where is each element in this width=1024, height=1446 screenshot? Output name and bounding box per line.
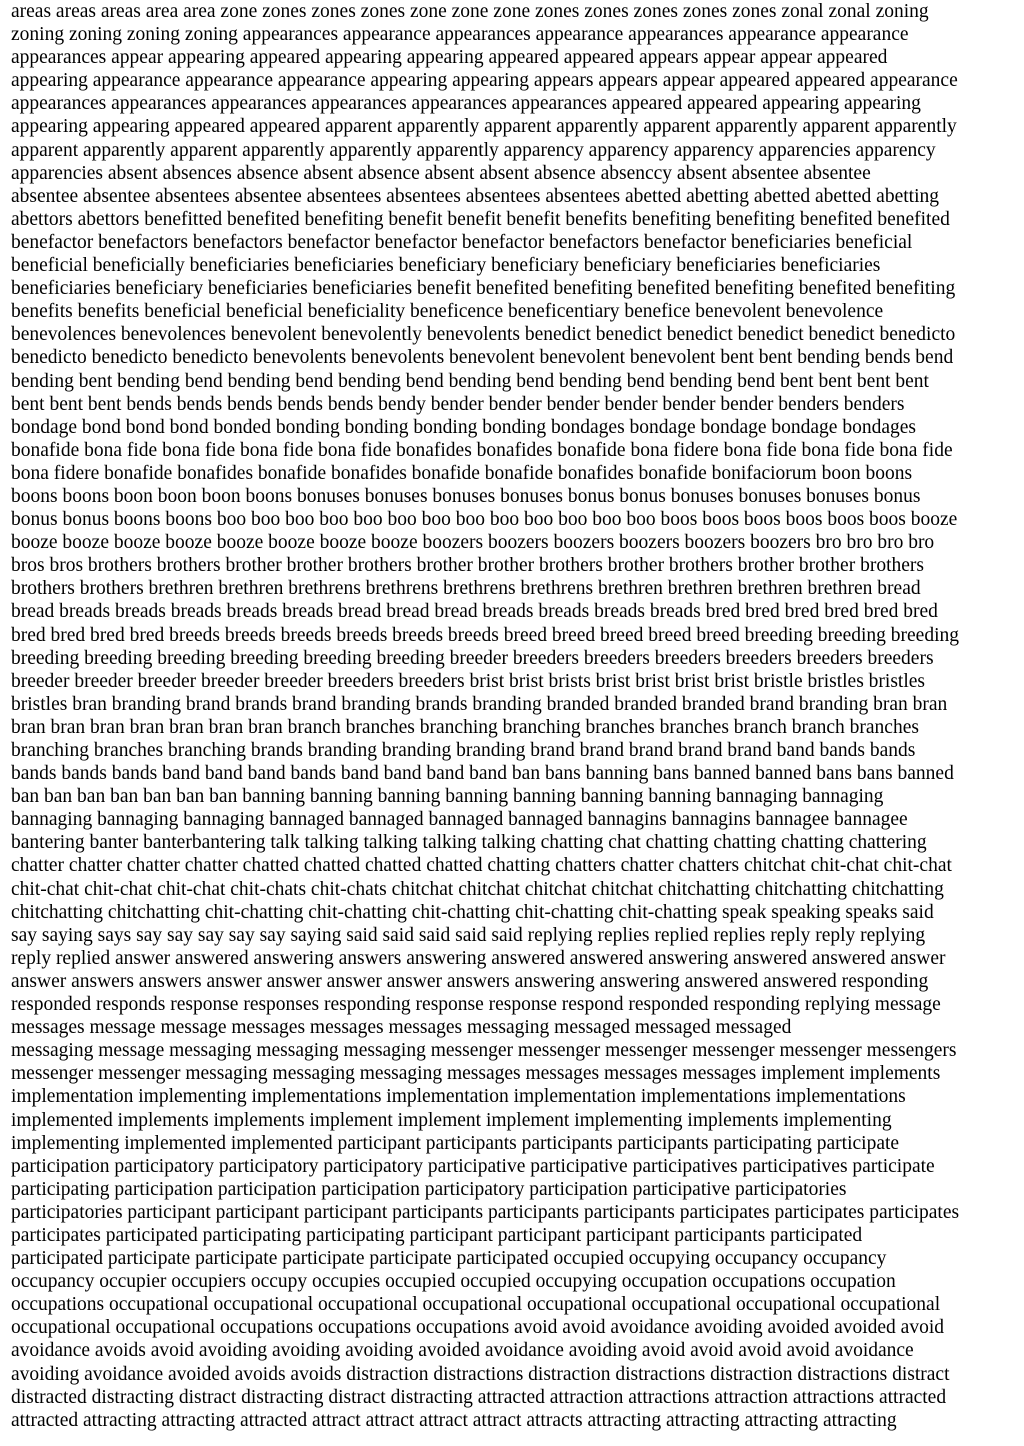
text-line: implementing implemented implemented participant participants participants participants participating participate <box>11 1132 900 1154</box>
text-line: say saying says say say say say say saying said said said said said replying replies replied replies reply reply replying <box>11 924 926 946</box>
text-line: breeding breeding breeding breeding breeding breeding breeder breeders breeders breeders breeders breeders breeders <box>11 647 934 669</box>
text-line: areas areas areas area area zone zones zones zones zone zone zone zones zones zones zones zones zonal zonal zoning <box>11 1 929 22</box>
text-line: benefits benefits beneficial beneficial beneficiality beneficence beneficentiary benefice benevolent benevolence <box>11 301 884 323</box>
text-line: bonafide bona fide bona fide bona fide bona fide bonafides bonafides bonafide bona fidere bona fide bona fide bona fide <box>11 439 953 461</box>
text-line: messaging message messaging messaging messaging messenger messenger messenger messenger messenger messengers <box>11 1040 957 1062</box>
text-line: appearances appearances appearances appearances appearances appearances appeared appeared appearing appearing <box>11 93 921 115</box>
text-line: beneficiaries beneficiary beneficiaries beneficiaries benefit benefited benefiting benefited benefiting benefited benefiting <box>11 278 956 300</box>
text-line: messenger messenger messaging messaging messaging messages messages messages messages implement implements <box>11 1063 941 1085</box>
text-line: chitchatting chitchatting chit-chatting chit-chatting chit-chatting chit-chatting chit-chatting speak speaking speaks said <box>11 901 934 923</box>
text-line: bondage bond bond bond bonded bonding bonding bonding bonding bondages bondage bondage bondage bondages <box>11 416 916 438</box>
text-line: bred bred bred bred breeds breeds breeds breeds breeds breeds breed breed breed breed breed breeding breeding breeding <box>11 624 960 646</box>
text-line: occupancy occupier occupiers occupy occupies occupied occupied occupying occupation occupations occupation <box>11 1271 896 1293</box>
text-line: absentee absentee absentees absentee absentees absentees absentees absentees abetted abetting abetted abetted abetting <box>11 185 939 207</box>
text-line: breeder breeder breeder breeder breeder breeders breeders brist brist brists brist brist brist brist bristle bristles bristles <box>11 670 926 692</box>
text-line: bannaging bannaging bannaging bannaged bannaged bannaged bannaged bannagins bannagins bannagee bannagee <box>11 809 908 831</box>
text-line: bent bent bent bends bends bends bends bends bendy bender bender bender bender bender bender benders benders <box>11 393 905 415</box>
text-line: chit-chat chit-chat chit-chat chit-chats chit-chats chitchat chitchat chitchat chitchat chitchatting chitchatting chitchatting <box>11 878 944 900</box>
text-line: occupational occupational occupations occupations occupations avoid avoid avoidance avoiding avoided avoided avoid <box>11 1317 944 1339</box>
text-line: benedicto benedicto benedicto benevolents benevolents benevolent benevolent benevolent bent bent bending bends bend <box>11 347 954 369</box>
text-line: benevolences benevolences benevolent benevolently benevolents benedict benedict benedict benedict benedict benedicto <box>11 324 956 346</box>
text-line: booze booze booze booze booze booze booze booze boozers boozers boozers boozers boozers boozers bro bro bro bro <box>11 532 935 554</box>
text-line: participates participated participating participating participant participant participant participants participated <box>11 1224 863 1246</box>
text-line: bristles bran branding brand brands brand branding brands branding branded branded branded brand branding bran bran <box>11 693 948 715</box>
text-line: bros bros brothers brothers brother brother brothers brother brother brothers brother brothers brother brother brothers <box>11 555 924 577</box>
text-line: beneficial beneficially beneficiaries beneficiaries beneficiary beneficiary beneficiary beneficiaries beneficiaries <box>11 255 881 277</box>
text-line: apparent apparently apparent apparently apparently apparently apparency apparency apparency apparencies apparency <box>11 139 936 161</box>
text-line: distracted distracting distract distracting distract distracting attracted attraction attractions attraction attractions attracted <box>11 1386 947 1408</box>
text-line: participating participation participation participation participatory participation participative participatories <box>11 1178 847 1200</box>
text-line: ban ban ban ban ban ban ban banning banning banning banning banning banning banning bannaging bannaging <box>11 786 884 808</box>
text-line: appearing appearance appearance appearance appearing appearing appears appears appear appeared appeared appearance <box>11 70 958 92</box>
text-line: boons boons boon boon boon boons bonuses bonuses bonuses bonuses bonus bonus bonuses bonuses bonuses bonus <box>11 485 921 507</box>
text-line: bands bands bands band band band bands band band band band ban bans banning bans banned banned bans bans banned <box>11 763 954 785</box>
text-line: participated participate participate participate participate participated occupied occupying occupancy occupancy <box>11 1248 887 1270</box>
text-line: messages message message messages messages messages messaging messaged messaged messaged <box>11 1017 792 1039</box>
text-line: brothers brothers brethren brethren brethrens brethrens brethrens brethrens brethren brethren brethren brethren bread <box>11 578 921 600</box>
text-line: bonus bonus boons boons boo boo boo boo boo boo boo boo boo boo boo boo boo boos boos boos boos boos boos booze <box>11 509 958 531</box>
text-line: responded responds response responses responding response response respond responded responding replying message <box>11 994 941 1016</box>
text-line: bantering banter banterbantering talk talking talking talking talking chatting chat chatting chatting chatting chattering <box>11 832 927 854</box>
text-line: appearing appearing appeared appeared apparent apparently apparent apparently apparent apparently apparent apparently <box>11 116 957 138</box>
text-line: bona fidere bonafide bonafides bonafide bonafides bonafide bonafide bonafides bonafide bonifaciorum boon boons <box>11 462 913 484</box>
text-line: implementation implementing implementations implementation implementation implementations implementations <box>11 1086 906 1108</box>
text-line: abettors abettors benefitted benefited benefiting benefit benefit benefit benefits benefiting benefiting benefited benefited <box>11 208 950 230</box>
text-line: answer answers answers answer answer answer answer answers answering answering answered answered responding <box>11 970 929 992</box>
text-line: appearances appear appearing appeared appearing appearing appeared appeared appears appear appear appeared <box>11 47 888 69</box>
text-line: bran bran bran bran bran bran bran branch branches branching branching branches branches branch branch branches <box>11 716 919 738</box>
text-line: implemented implements implements implement implement implement implementing implements implementing <box>11 1109 892 1131</box>
text-line: participatories participant participant participant participants participants participants participates participates participates <box>11 1201 960 1223</box>
text-line: reply replied answer answered answering answers answering answered answered answering answered answered answer <box>11 947 946 969</box>
text-line: participation participatory participatory participatory participative participative participatives participatives participate <box>11 1155 935 1177</box>
text-line: bending bent bending bend bending bend bending bend bending bend bending bend bending bend bent bent bent bent <box>11 370 929 392</box>
text-line: branching branches branching brands branding branding branding brand brand brand brand brand band bands bands <box>11 740 916 761</box>
text-line: bread breads breads breads breads breads bread bread bread breads breads breads breads bred bred bred bred bred bred <box>11 601 938 623</box>
text-line: zoning zoning zoning zoning appearances appearance appearances appearance appearances appearance appearance <box>11 24 909 46</box>
text-line: benefactor benefactors benefactors benefactor benefactor benefactor benefactors benefactor beneficiaries beneficial <box>11 231 913 253</box>
text-line: avoidance avoids avoid avoiding avoiding avoiding avoided avoidance avoiding avoid avoid avoid avoid avoidance <box>11 1340 914 1362</box>
text-line: occupations occupational occupational occupational occupational occupational occupational occupational occupational <box>11 1294 941 1316</box>
text-line: attracted attracting attracting attracted attract attract attract attract attracts attracting attracting attracting attracting <box>11 1409 897 1431</box>
text-line: apparencies absent absences absence absent absence absent absent absence absenccy absent absentee absentee <box>11 162 871 184</box>
text-line: avoiding avoidance avoided avoids avoids distraction distractions distraction distractions distraction distractions distract <box>11 1363 950 1385</box>
text-line: chatter chatter chatter chatter chatted chatted chatted chatted chatting chatters chatter chatters chitchat chit-chat chit-chat <box>11 855 952 877</box>
